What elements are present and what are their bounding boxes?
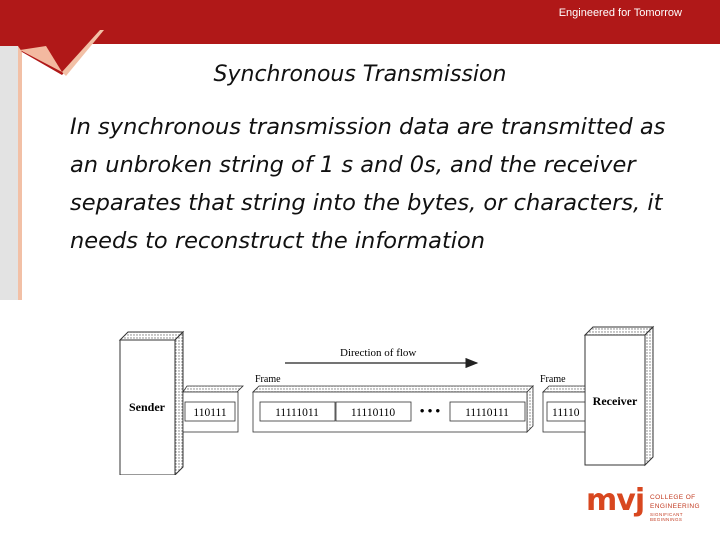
byte-1: 11111011 — [275, 407, 319, 419]
receiver-byte: 11110 — [552, 407, 580, 419]
header-tagline: Engineered for Tomorrow — [558, 7, 682, 19]
main-channel — [253, 386, 533, 432]
logo-line1: COLLEGE OF — [650, 494, 696, 501]
receiver-channel — [543, 386, 585, 432]
sender-box — [120, 332, 183, 475]
frame-label-right: Frame — [540, 374, 566, 385]
flow-direction-label: Direction of flow — [340, 347, 417, 359]
sender-channel — [183, 386, 243, 432]
sender-label: Sender — [129, 400, 165, 414]
receiver-box — [585, 327, 653, 465]
receiver-label: Receiver — [592, 394, 638, 408]
byte-2: 11110110 — [350, 407, 396, 419]
college-logo — [586, 483, 700, 522]
logo-line3: SIGNIFICANT BEGINNINGS — [650, 512, 683, 522]
sender-byte: 110111 — [193, 407, 227, 419]
byte-3: 11110111 — [465, 407, 509, 419]
logo-line2: ENGINEERING — [650, 503, 700, 510]
slide-title: Synchronous Transmission — [213, 62, 507, 87]
logo-wordmark: mvj — [586, 483, 645, 518]
ellipsis: • • • — [419, 403, 441, 418]
synchronous-transmission-diagram — [115, 325, 675, 475]
slide-body-text: In synchronous transmission data are transmitted as an unbroken string of 1 s and 0s, and the receiver separates that string into the bytes, or characters, it needs to reconstruct the information — [70, 114, 666, 254]
frame-label-left: Frame — [255, 374, 281, 385]
